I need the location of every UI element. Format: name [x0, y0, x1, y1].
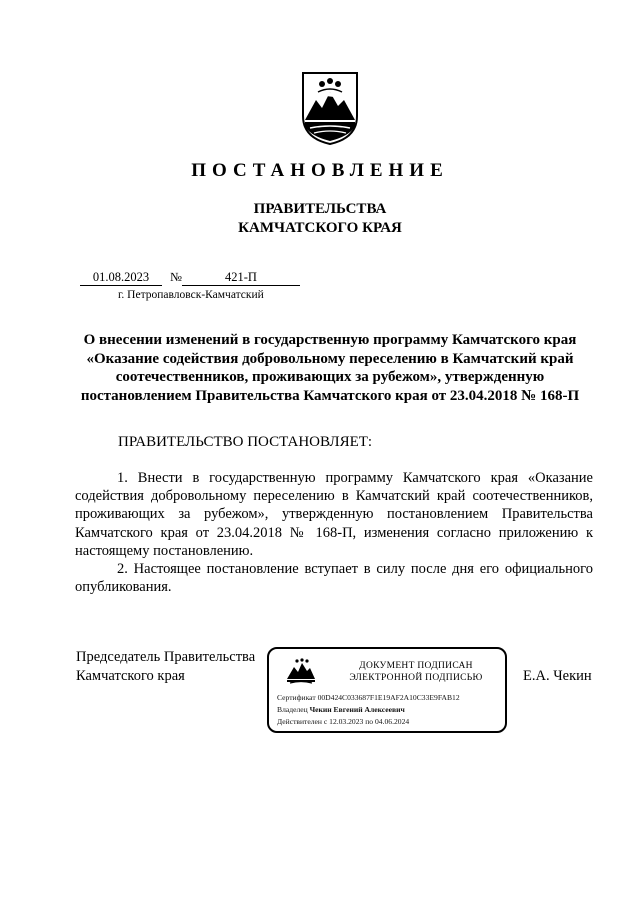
document-type-heading: ПОСТАНОВЛЕНИЕ [191, 160, 449, 181]
valid-to-label: по [365, 717, 374, 726]
issuer-heading [0, 200, 640, 238]
decree-heading: ПРАВИТЕЛЬСТВО ПОСТАНОВЛЯЕТ: [118, 434, 373, 450]
signatory-position-line-1: Председатель Правительства [76, 649, 256, 665]
stamp-heading-line-2: ЭЛЕКТРОННОЙ ПОДПИСЬЮ [349, 673, 483, 683]
owner-value: Чекин Евгений Алексеевич [309, 705, 405, 714]
stamp-certificate-line [277, 693, 460, 702]
coat-of-arms-icon [285, 657, 317, 685]
title-line-4: постановлением Правительства Камчатского края от 23.04.2018 № 168-П [80, 387, 580, 404]
number-label: № [170, 270, 182, 284]
certificate-value: 00D424C033687F1E19AF2A10C33E9FAB12 [317, 693, 460, 702]
stamp-validity-line [277, 717, 409, 726]
document-body [75, 469, 593, 596]
owner-label: Владелец [277, 705, 308, 714]
title-line-1: О внесении изменений в государственную программу Камчатского края [83, 332, 577, 348]
valid-label: Действителен с [277, 717, 328, 726]
title-line-2: «Оказание содействия добровольному переселению в Камчатский край [86, 350, 574, 367]
document-title [68, 331, 592, 405]
signatory-position [76, 648, 255, 686]
kamchatka-coat-of-arms-emblem [300, 70, 360, 146]
issuer-line-1: ПРАВИТЕЛЬСТВА [253, 201, 387, 217]
certificate-label: Сертификат [277, 693, 316, 702]
date-number-line [80, 270, 300, 286]
body-paragraph-1: 1. Внести в государственную программу Камчатского края «Оказание содействия добровольному переселению в Камчатский край соотечественников, проживающих за рубежом», утвержденную постановлением Правительства Камчатского края от 23.04.2018 № 168-П, изменения согласно приложению к настоящему постановлению. [75, 470, 593, 559]
document-city: г. Петропавловск-Камчатский [118, 289, 264, 301]
signatory-position-line-2: Камчатского края [76, 668, 185, 684]
stamp-heading-line-1: ДОКУМЕНТ ПОДПИСАН [359, 661, 473, 671]
signatory-name: Е.А. Чекин [523, 668, 592, 684]
electronic-signature-stamp [267, 647, 507, 733]
title-line-3: соотечественников, проживающих за рубежом», утвержденную [115, 369, 545, 385]
valid-from-value: 12.03.2023 [329, 717, 364, 726]
valid-to-value: 04.06.2024 [375, 717, 410, 726]
body-paragraph-2: 2. Настоящее постановление вступает в силу после дня его официального опубликования. [75, 561, 593, 596]
stamp-heading [329, 660, 503, 684]
document-date: 01.08.2023 [80, 270, 162, 286]
document-number: 421-П [182, 270, 300, 286]
stamp-owner-line [277, 705, 405, 714]
issuer-line-2: КАМЧАТСКОГО КРАЯ [238, 220, 402, 236]
